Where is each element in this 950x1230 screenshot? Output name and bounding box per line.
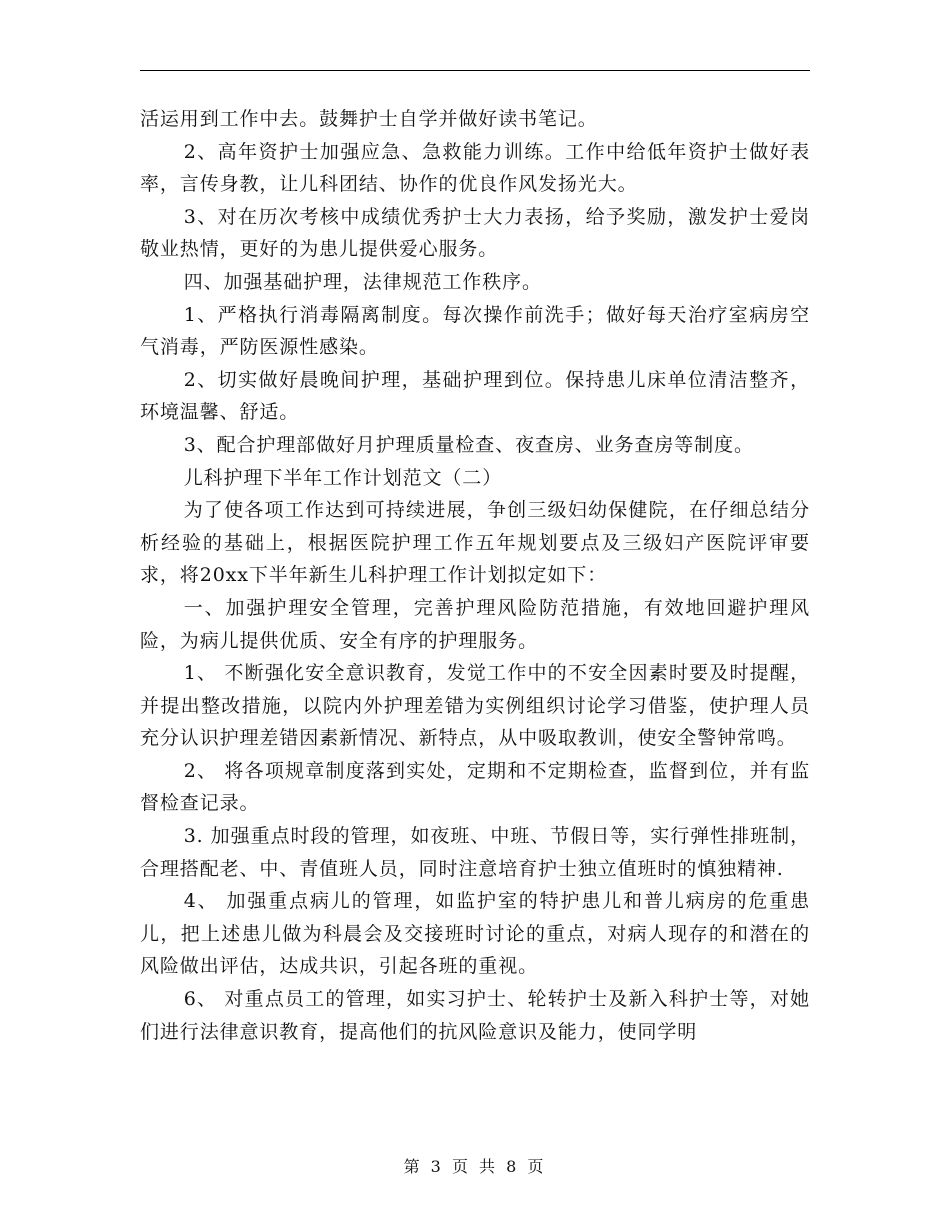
- page-number: 第 3 页 共 8 页: [403, 1157, 547, 1176]
- paragraph: 6、 对重点员工的管理，如实习护士、轮转护士及新入科护士等，对她们进行法律意识教育，提高他们的抗风险意识及能力，使同学明: [140, 988, 810, 1043]
- paragraph: 3、配合护理部做好月护理质量检查、夜查房、业务查房等制度。: [183, 433, 754, 456]
- paragraph: 2、 将各项规章制度落到实处，定期和不定期检查，监督到位，并有监督检查记录。: [140, 759, 810, 815]
- paragraph: 2、高年资护士加强应急、急救能力训练。工作中给低年资护士做好表率，言传身教，让儿科团结、协作的优良作风发扬光大。: [140, 140, 810, 196]
- section-heading: 一、加强护理安全管理，完善护理风险防范措施，有效地回避护理风险，为病儿提供优质、安全有序的护理服务。: [140, 596, 810, 652]
- header-rule: [140, 70, 810, 71]
- document-subtitle: 儿科护理下半年工作计划范文（二）: [183, 466, 503, 489]
- paragraph: 1、 不断强化安全意识教育，发觉工作中的不安全因素时要及时提醒，并提出整改措施，以院内外护理差错为实例组织讨论学习借鉴，使护理人员充分认识护理差错因素新情况、新特点，从中吸取教训，使安全警钟常鸣。: [140, 662, 810, 750]
- document-body: [140, 103, 810, 1048]
- paragraph: 1、严格执行消毒隔离制度。每次操作前洗手；做好每天治疗室病房空气消毒，严防医源性感染。: [140, 303, 810, 359]
- paragraph: 为了使各项工作达到可持续进展，争创三级妇幼保健院，在仔细总结分析经验的基础上，根据医院护理工作五年规划要点及三级妇产医院评审要求，将20xx下半年新生儿科护理工作计划拟定如下：: [140, 499, 810, 587]
- paragraph: 3. 加强重点时段的管理，如夜班、中班、节假日等，实行弹性排班制，合理搭配老、中、青值班人员，同时注意培育护士独立值班时的慎独精神.: [140, 825, 810, 880]
- paragraph: 4、 加强重点病儿的管理，如监护室的特护患儿和普儿病房的危重患儿，把上述患儿做为科晨会及交接班时讨论的重点，对病人现存的和潜在的风险做出评估，达成共识，引起各班的重视。: [140, 890, 810, 978]
- paragraph: 3、对在历次考核中成绩优秀护士大力表扬，给予奖励，激发护士爱岗敬业热情，更好的为患儿提供爱心服务。: [140, 205, 810, 261]
- section-heading: 四、加强基础护理，法律规范工作秩序。: [183, 270, 542, 293]
- paragraph: 2、切实做好晨晚间护理，基础护理到位。保持患儿床单位清洁整齐，环境温馨、舒适。: [140, 368, 810, 424]
- paragraph: 活运用到工作中去。鼓舞护士自学并做好读书笔记。: [140, 108, 598, 130]
